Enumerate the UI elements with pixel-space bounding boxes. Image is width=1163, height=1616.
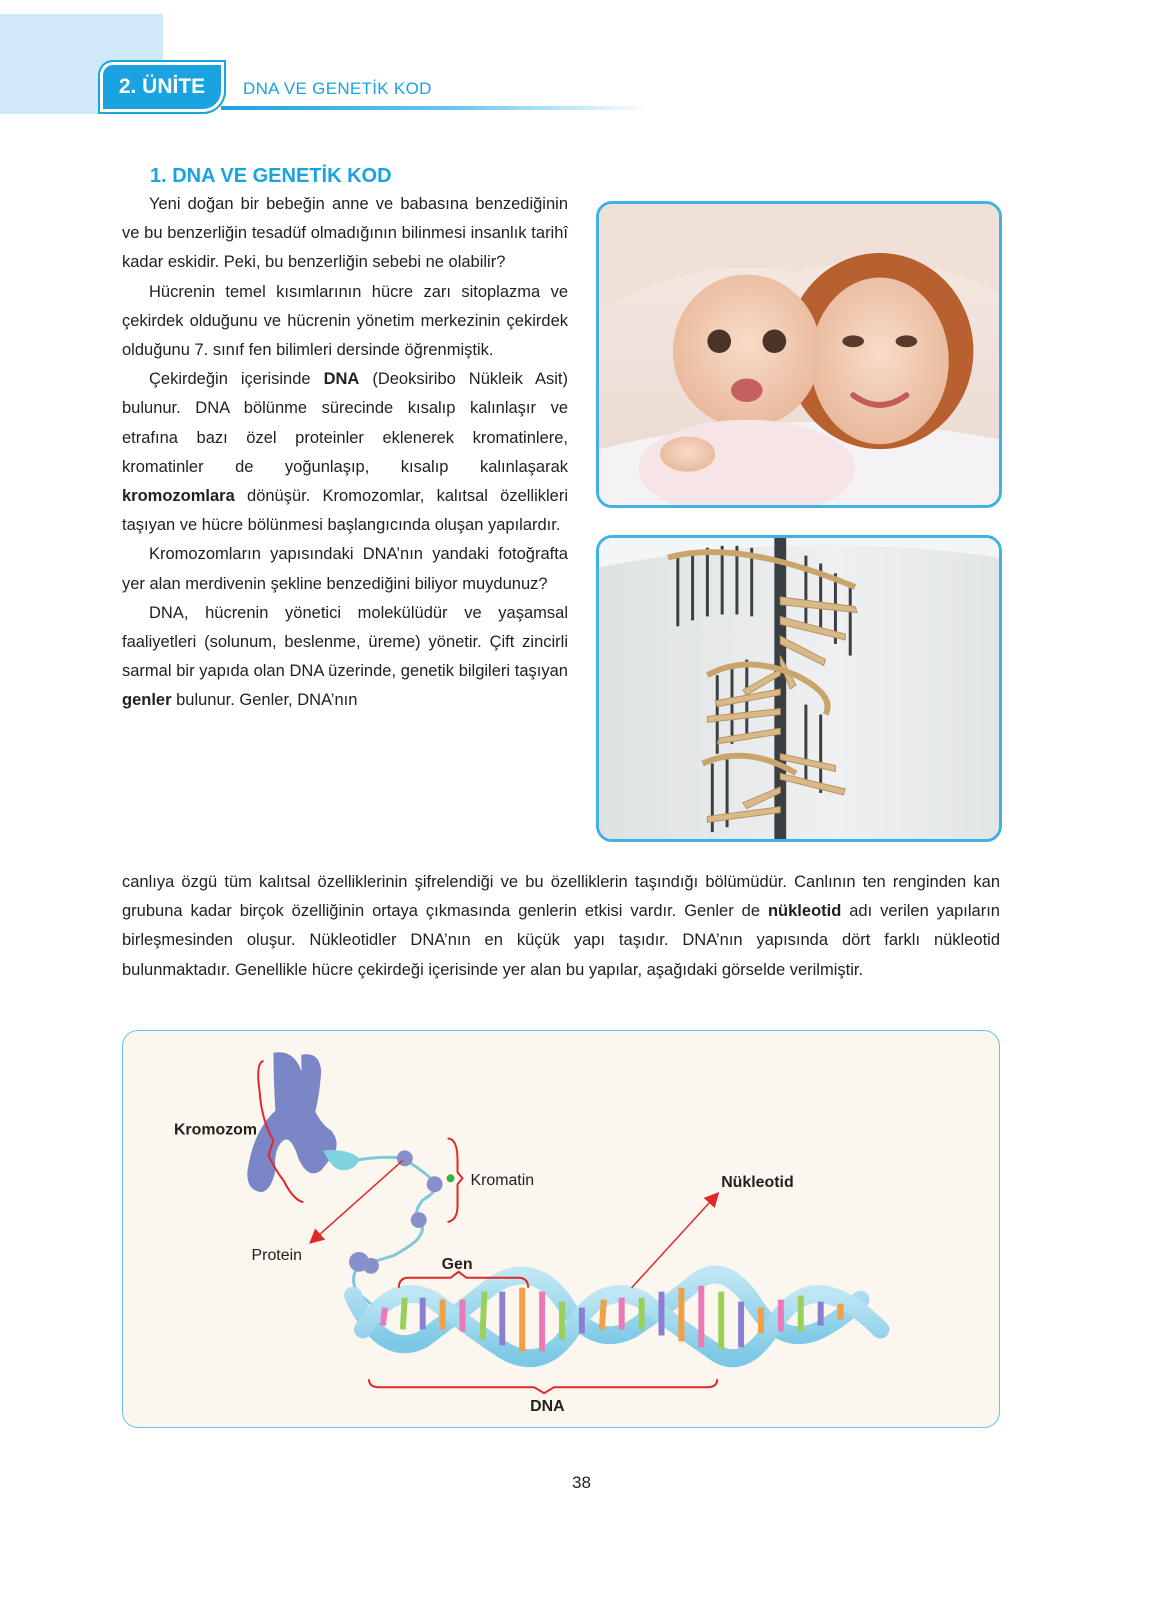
term-dna: DNA [323,370,360,389]
paragraph-3: Çekirdeğin içerisinde DNA (Deoksiribo Nükleik Asit) bulunur. DNA bölünme sürecinde kısalıp kalınlaşır ve etrafına bazı özel proteinler eklenerek kromatinlere, kromatinler de yoğunlaşıp, kısalıp kalınlaşarak kromozomlara dönüşür. Kromozomlar, kalıtsal özellikleri taşıyan ve hücre bölünmesi başlangıcında oluşan yapılardır. [122,370,568,535]
term-gen: genler [122,691,172,710]
label-protein: Protein [251,1246,302,1264]
header-underline [221,106,651,110]
paragraph-5: DNA, hücrenin yönetici molekülüdür ve yaşamsal faaliyetleri (solunum, beslenme, üreme) yönetir. Çift zincirli sarmal bir yapıda olan DNA üzerinde, genetik bilgileri taşıyan genler bulunur. Genler, DNA’nın [122,603,568,710]
left-column-text [122,190,568,716]
paragraph-1: Yeni doğan bir bebeğin anne ve babasına benzediğinin ve bu benzerliğin tesadüf olmadığının bilinmesi insanlık tarihî kadar eskidir. Peki, bu benzerliğin sebebi ne olabilir? [122,195,568,272]
label-gen: Gen [441,1255,473,1273]
full-width-text [122,868,1000,985]
term-nukleotid: nükleotid [767,902,842,921]
label-nukleotid: Nükleotid [721,1174,794,1192]
label-kromozom: Kromozom [173,1121,258,1139]
mother-baby-photo [596,201,1002,508]
dna-structure-figure [122,1030,1000,1428]
page-number: 38 [572,1473,591,1492]
paragraph-4: Kromozomların yapısındaki DNA’nın yandaki fotoğrafta yer alan merdivenin şekline benzediğini biliyor muydunuz? [122,545,568,593]
term-kromozom: kromozomlara [122,487,235,506]
unit-title: DNA VE GENETİK KOD [243,79,432,98]
label-kromatin: Kromatin [470,1172,535,1190]
spiral-staircase-photo [596,535,1002,842]
label-dna: DNA [530,1398,565,1416]
chromosome-shape [247,1052,359,1192]
dna-helix [353,1275,880,1359]
unit-badge: 2. ÜNİTE [103,65,221,109]
section-title: 1. DNA VE GENETİK KOD [150,165,392,187]
paragraph-6: canlıya özgü tüm kalıtsal özelliklerinin şifrelendiği ve bu özelliklerin taşındığı bölümüdür. Canlının ten renginden kan grubuna kadar birçok özelliğinin ortaya çıkmasında genlerin etkisi vardır. Genler de nükleotid adı verilen yapıların birleşmesinden oluşur. Nükleotidler DNA’nın en küçük yapı taşıdır. DNA’nın yapısında dört farklı nükleotid bulunmaktadır. Genellikle hücre çekirdeği içerisinde yer alan bu yapılar, aşağıdaki görselde verilmiştir. [122,873,1000,979]
paragraph-2: Hücrenin temel kısımlarının hücre zarı sitoplazma ve çekirdek olduğunu ve hücrenin yönetim merkezinin çekirdek olduğunu 7. sınıf fen bilimleri dersinde öğrenmiştik. [122,282,568,360]
